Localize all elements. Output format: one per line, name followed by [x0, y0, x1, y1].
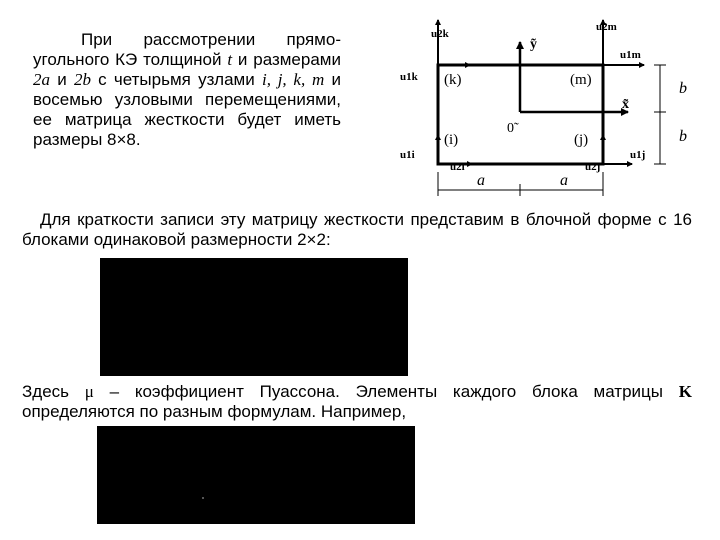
dim-a-right: a — [560, 172, 568, 189]
u1k-label: u1k — [400, 71, 418, 83]
poisson-paragraph — [22, 382, 692, 422]
intro-text-3: и — [50, 70, 74, 89]
poisson-text-2: – коэффициент Пуассона. Элементы каждого блока матрицы — [93, 382, 679, 401]
node-label-k: (k) — [444, 72, 462, 88]
u2m-label: u2m — [596, 21, 617, 33]
u1i-label: u1i — [400, 149, 415, 161]
dim-a-left: a — [477, 172, 485, 189]
stiffness-matrix-image — [100, 258, 408, 376]
block-formula-image — [97, 426, 415, 524]
u1m-label: u1m — [620, 49, 641, 61]
height-symbol: 2b — [73, 70, 91, 89]
dim-b-top: b — [679, 80, 687, 97]
node-label-j: (j) — [574, 132, 589, 148]
u2j-label: u2j — [585, 161, 601, 173]
thickness-symbol: t — [227, 50, 233, 69]
u2k-label: u2k — [431, 28, 449, 40]
x-axis-label: x̃ — [622, 97, 629, 112]
poisson-text-1: Здесь — [22, 382, 85, 401]
poisson-text-3: определяются по разным формулам. Например, — [22, 402, 407, 421]
matrix-k-symbol: K — [678, 382, 692, 401]
u2i-label: u2i — [450, 161, 465, 173]
u1j-label: u1j — [630, 149, 646, 161]
mu-symbol: μ — [84, 382, 94, 401]
dim-b-bottom: b — [679, 128, 687, 145]
block-form-paragraph: Для краткости записи эту матрицу жесткости представим в блочной форме с 16 блоками одинаковой размерности 2×2: — [22, 210, 692, 249]
node-label-m: (m) — [570, 72, 592, 88]
intro-text-4: с четырьмя узлами — [90, 70, 262, 89]
formula-artifact-dot — [202, 497, 204, 499]
origin-label: 0̃ — [507, 121, 514, 136]
width-symbol: 2a — [33, 70, 50, 89]
intro-text-5: и восемью узловыми перемещениями, ее матрица жесткости будет иметь размеры 8×8. — [33, 70, 341, 149]
node-label-i: (i) — [444, 132, 459, 148]
y-axis-label: ỹ — [530, 37, 537, 52]
intro-text-2: и размерами — [232, 50, 341, 69]
nodes-symbols: i, j, k, m — [261, 70, 325, 89]
intro-text-1: При рассмотрении прямо-угольного КЭ толщиной — [33, 30, 341, 69]
